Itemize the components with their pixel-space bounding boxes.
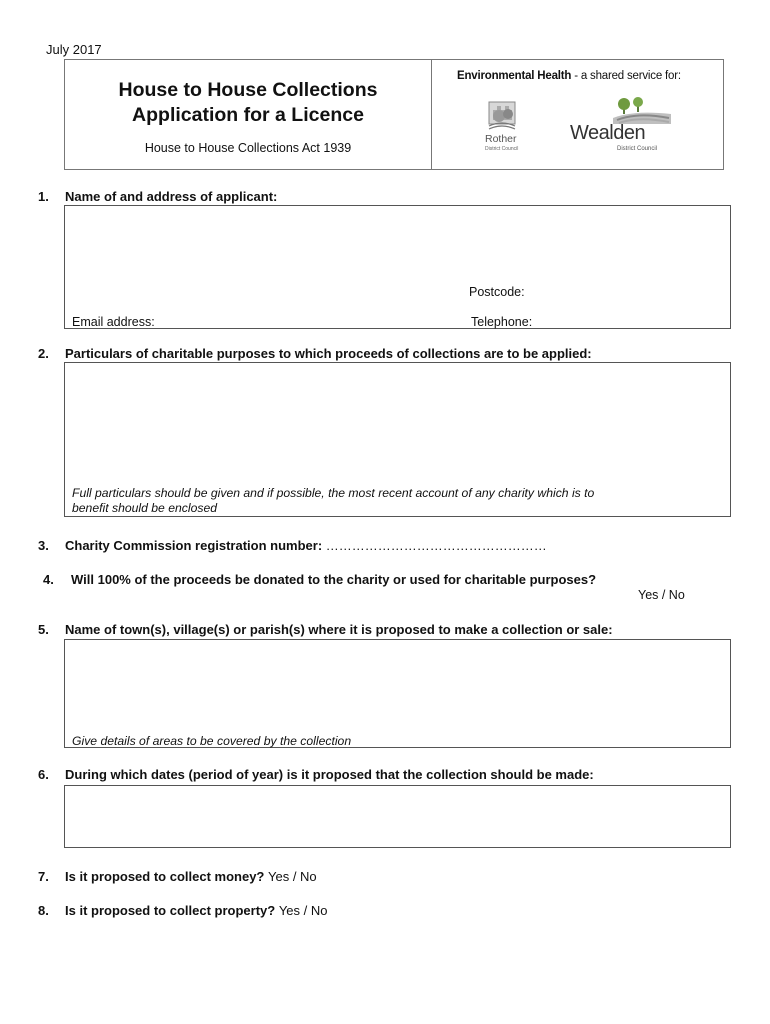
q2-note [72, 486, 722, 516]
q5-number: 5. [38, 622, 49, 637]
form-title [65, 78, 431, 128]
wealden-subtitle: District Council [617, 146, 658, 152]
title-line-2: Application for a Licence [132, 104, 364, 126]
q3-number: 3. [38, 538, 49, 553]
wealden-logo-icon [613, 96, 671, 124]
form-date: July 2017 [46, 42, 102, 57]
q2-answer-box[interactable] [64, 362, 731, 517]
q8-label [38, 903, 328, 918]
q2-text: Particulars of charitable purposes to which proceeds of collections are to be applied: [65, 346, 592, 361]
q2-note-line-2: benefit should be enclosed [72, 501, 218, 515]
q6-text: During which dates (period of year) is it proposed that the collection should be made: [65, 767, 594, 782]
q7-number: 7. [38, 869, 49, 884]
rother-subtitle: District Council [485, 146, 519, 152]
q1-text: Name of and address of applicant: [65, 189, 278, 204]
q4-yes-no[interactable]: Yes / No [638, 588, 685, 602]
email-label: Email address: [72, 315, 155, 329]
act-reference: House to House Collections Act 1939 [144, 141, 352, 155]
title-line-1: House to House Collections [118, 79, 378, 101]
rother-name: Rother [485, 133, 517, 145]
q4-label [43, 572, 597, 587]
q4-text: Will 100% of the proceeds be donated to the charity or used for charitable purposes? [71, 572, 597, 587]
eh-bold: Environmental Health [457, 70, 572, 82]
header-divider [431, 60, 432, 169]
q1-answer-box[interactable] [64, 205, 731, 329]
q7-label [38, 869, 317, 884]
q1-number: 1. [38, 189, 49, 204]
q8-text: Is it proposed to collect property? [65, 903, 276, 918]
q1-label [38, 189, 278, 204]
telephone-label: Telephone: [471, 315, 533, 329]
q5-note: Give details of areas to be covered by the collection [72, 734, 352, 748]
q2-label [38, 346, 592, 361]
q4-number: 4. [43, 572, 54, 587]
q5-answer-box[interactable] [64, 639, 731, 748]
q8-number: 8. [38, 903, 49, 918]
q6-label [38, 767, 594, 782]
q3-label [38, 538, 547, 553]
q3-registration-field[interactable]: …………………………………………… [325, 538, 547, 553]
q5-label [38, 622, 613, 637]
environmental-health-banner [457, 70, 681, 82]
wealden-name: Wealden [570, 122, 646, 144]
form-header [64, 59, 724, 170]
q7-yes-no[interactable]: Yes / No [268, 869, 317, 884]
q6-answer-box[interactable] [64, 785, 731, 848]
eh-rest: - a shared service for: [571, 70, 681, 82]
q2-note-line-1: Full particulars should be given and if possible, the most recent account of any charity which is to [72, 486, 595, 500]
q3-text: Charity Commission registration number: [65, 538, 323, 553]
q6-number: 6. [38, 767, 49, 782]
postcode-label: Postcode: [469, 285, 525, 299]
q7-text: Is it proposed to collect money? [65, 869, 265, 884]
q2-number: 2. [38, 346, 49, 361]
q8-yes-no[interactable]: Yes / No [278, 903, 328, 918]
q5-text: Name of town(s), village(s) or parish(s) where it is proposed to make a collection or sale: [65, 622, 613, 637]
